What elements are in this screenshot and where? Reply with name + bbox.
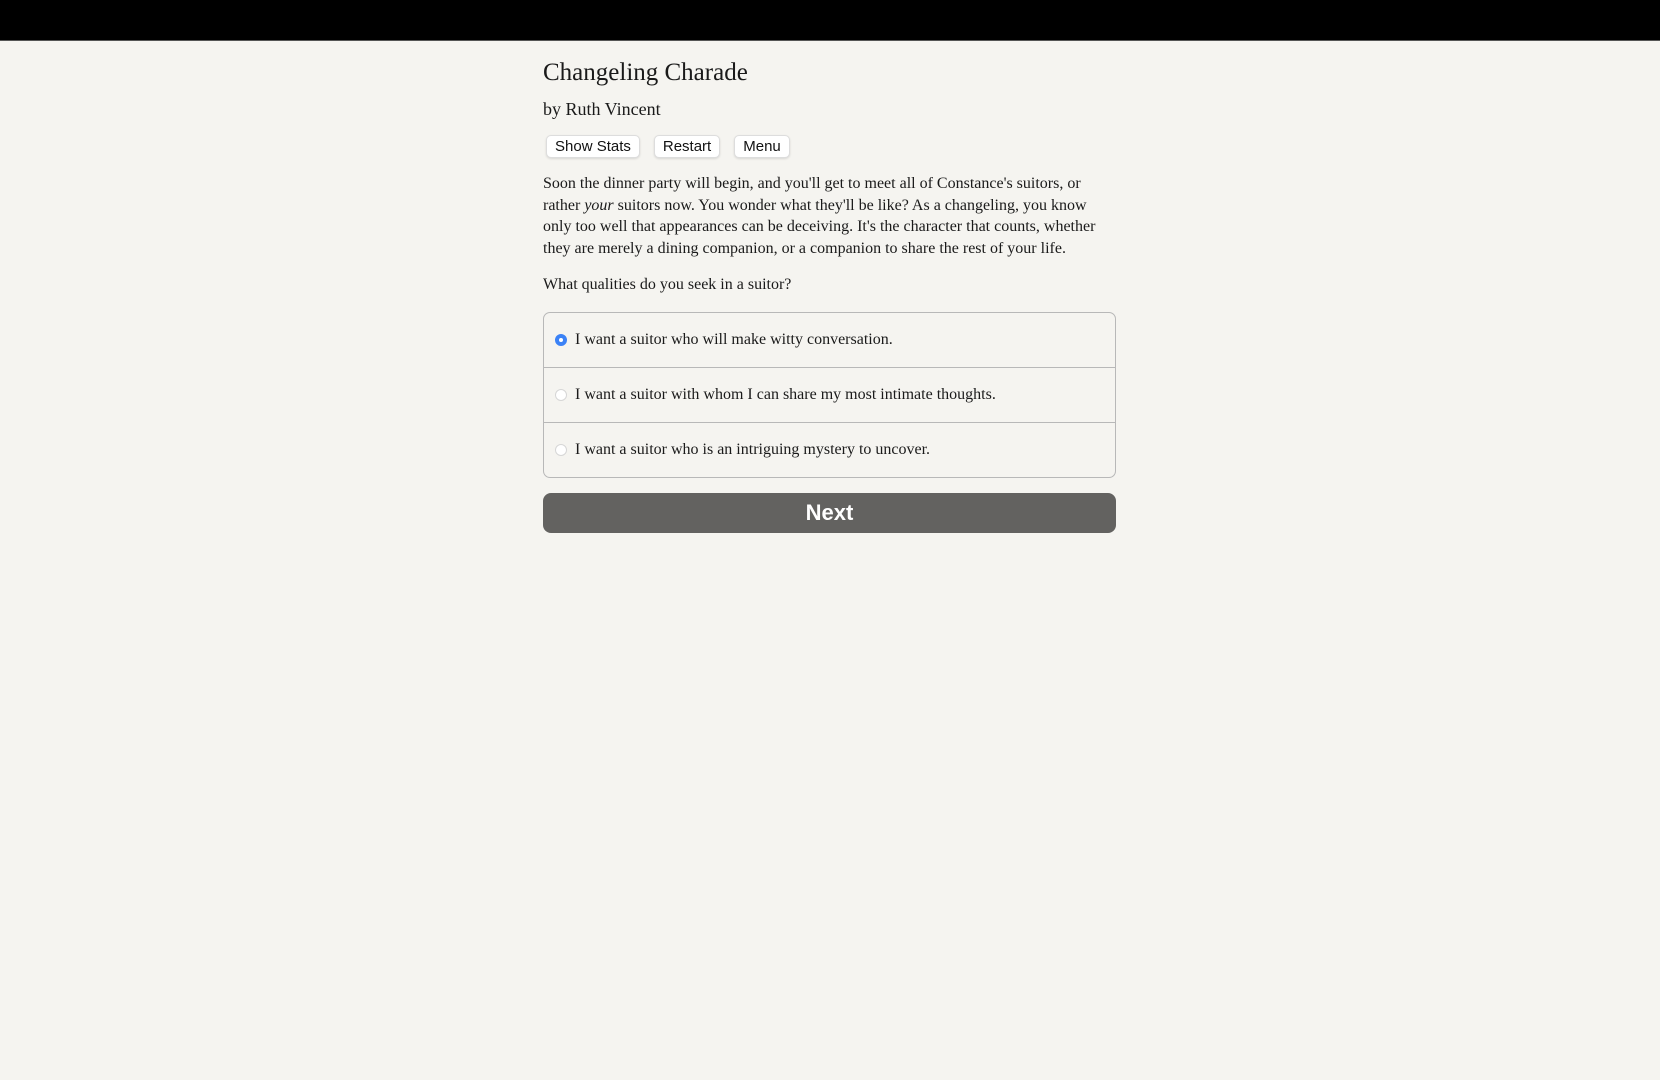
story-byline: by Ruth Vincent: [543, 99, 661, 119]
radio-selected-icon[interactable]: [555, 334, 567, 346]
top-bar: [0, 0, 1660, 41]
menu-button[interactable]: Menu: [734, 135, 790, 158]
choice-option-3[interactable]: [544, 422, 1115, 477]
restart-button[interactable]: Restart: [654, 135, 720, 158]
choice-option-2[interactable]: [544, 367, 1115, 422]
passage-text: [543, 173, 1116, 259]
next-button[interactable]: Next: [543, 493, 1116, 533]
passage-emphasis: your: [584, 196, 614, 214]
passage-text-part1: Soon the dinner party will begin, and you'll get to meet all of Constance's suitors, or rather: [543, 175, 1081, 214]
choice-label: I want a suitor with whom I can share my most intimate thoughts.: [575, 385, 996, 403]
choice-option-1[interactable]: [544, 313, 1115, 367]
choice-list: [543, 312, 1116, 478]
radio-unselected-icon[interactable]: [555, 444, 567, 456]
choice-label: I want a suitor who is an intriguing mystery to uncover.: [575, 440, 931, 458]
passage-text-part2: suitors now. You wonder what they'll be like? As a changeling, you know only too well that appearances can be deceiving. It's the character that counts, whether they are merely a dining companion, or a companion to share the rest of your life.: [543, 196, 1096, 257]
toolbar: [543, 135, 1116, 158]
radio-unselected-icon[interactable]: [555, 389, 567, 401]
show-stats-button[interactable]: Show Stats: [546, 135, 640, 158]
choice-question: What qualities do you seek in a suitor?: [543, 276, 792, 293]
content-column: [543, 40, 1116, 533]
choice-label: I want a suitor who will make witty conversation.: [575, 330, 893, 348]
passage: [543, 173, 1116, 296]
story-title: Changeling Charade: [543, 59, 748, 86]
